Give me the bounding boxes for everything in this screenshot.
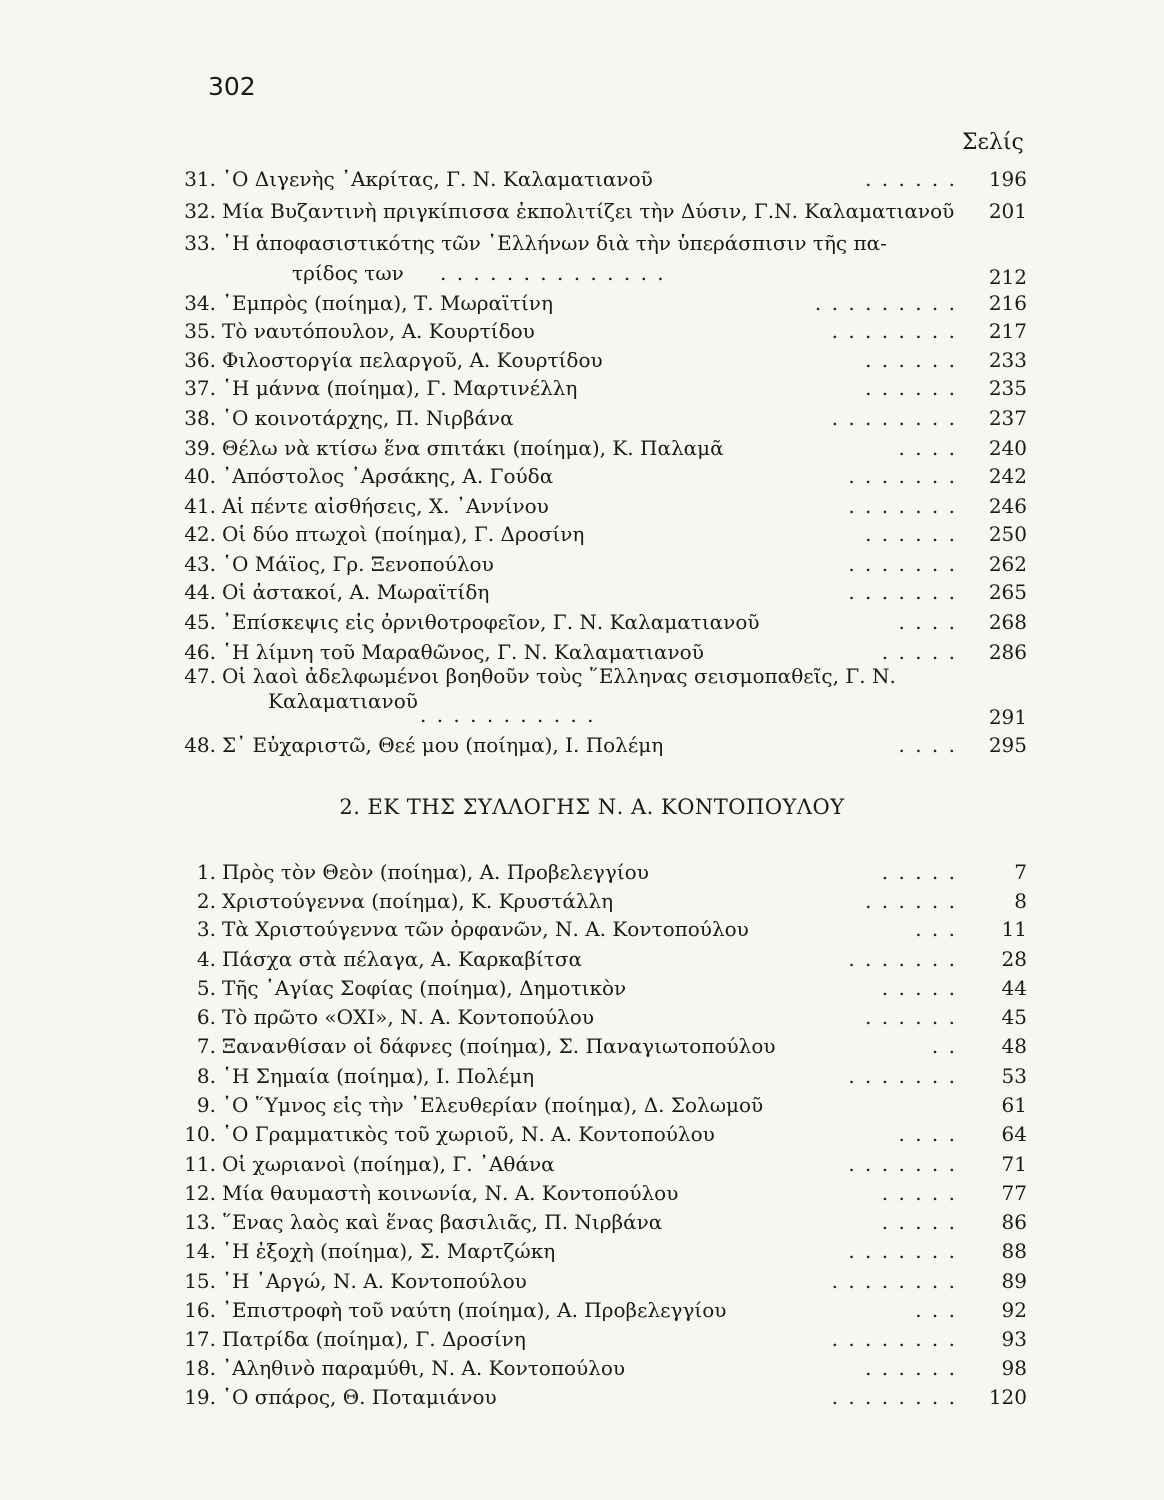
entry-number: 44. <box>184 580 216 604</box>
entry-title: ῾Η ἀποφασιστικότης τῶν ῾Ελλήνων διὰ τὴν ὑπεράσπισιν τῆς πα- <box>222 231 887 255</box>
entry-page: 77 <box>1001 1181 1027 1205</box>
entry-leader-dots: . . . . . . . . . <box>814 291 957 315</box>
entry-page: 196 <box>988 167 1027 191</box>
entry-leader-dots: . . . . . . . <box>848 1152 957 1176</box>
entry-page: 86 <box>1001 1210 1027 1234</box>
entry-page: 235 <box>988 376 1027 400</box>
entry-leader-dots: . . . . . . . <box>848 947 957 971</box>
entry-leader-dots: . . . . . <box>881 860 957 884</box>
entry-title: Ξανανθίσαν οἱ δάφνες (ποίημα), Σ. Παναγιωτοπούλου <box>222 1034 776 1058</box>
entry-title: Θέλω νὰ κτίσω ἕνα σπιτάκι (ποίημα), Κ. Παλαμᾶ <box>222 436 724 460</box>
entry-leader-dots: . . . . . . . . <box>831 406 957 430</box>
entry-number: 48. <box>184 733 216 757</box>
entry-page: 48 <box>1001 1034 1027 1058</box>
entry-leader-dots: . . . . . . . <box>848 552 957 576</box>
entry-number: 36. <box>184 348 216 372</box>
entry-title: ῾Η ᾿Αργώ, Ν. Α. Κοντοπούλου <box>222 1269 527 1293</box>
entry-leader-dots: . . . . . . <box>865 1356 957 1380</box>
entry-number: 45. <box>184 610 216 634</box>
entry-title: Πρὸς τὸν Θεὸν (ποίημα), Α. Προβελεγγίου <box>222 860 649 884</box>
entry-number: 39. <box>184 436 216 460</box>
entry-number: 37. <box>184 376 216 400</box>
entry-number: 7. <box>196 1034 216 1058</box>
entry-leader-dots: . . . . <box>898 1122 957 1146</box>
entry-leader-dots: . . . . . . <box>865 348 957 372</box>
entry-number: 40. <box>184 464 216 488</box>
entry-title: ῾Η λίμνη τοῦ Μαραθῶνος, Γ. Ν. Καλαματιανοῦ <box>222 640 704 664</box>
entry-page: 217 <box>988 319 1027 343</box>
entry-title: Αἱ πέντε αἰσθήσεις, Χ. ᾿Αννίνου <box>222 494 549 518</box>
section-2-heading: 2. ΕΚ ΤΗΣ ΣΥΛΛΟΓΗΣ Ν. Α. ΚΟΝΤΟΠΟΥΛΟΥ <box>339 795 845 819</box>
entry-number: 3. <box>196 917 216 941</box>
entry-title: ῾Ο Γραμματικὸς τοῦ χωριοῦ, Ν. Α. Κοντοπούλου <box>222 1122 715 1146</box>
entry-page: 295 <box>988 733 1027 757</box>
continuation-47-page: 291 <box>988 705 1027 729</box>
entry-number: 1. <box>196 860 216 884</box>
entry-number: 5. <box>196 976 216 1000</box>
entry-title: ῾Η μάννα (ποίημα), Γ. Μαρτινέλλη <box>222 376 578 400</box>
entry-title: ᾿Αληθινὸ παραμύθι, Ν. Α. Κοντοπούλου <box>222 1356 626 1380</box>
page-column-label: Σελίς <box>962 130 1024 155</box>
entry-page: 262 <box>988 552 1027 576</box>
entry-leader-dots: . . . . . . . <box>848 580 957 604</box>
entry-number: 13. <box>184 1210 216 1234</box>
entry-number: 47. <box>184 664 216 688</box>
entry-title: Σ᾿ Εὐχαριστῶ, Θεέ μου (ποίημα), Ι. Πολέμη <box>222 733 664 757</box>
entry-page: 120 <box>988 1385 1027 1409</box>
entry-page: 92 <box>1001 1298 1027 1322</box>
entry-leader-dots: . . . . <box>898 733 957 757</box>
entry-title: Πάσχα στὰ πέλαγα, Α. Καρκαβίτσα <box>222 947 583 971</box>
entry-number: 19. <box>184 1385 216 1409</box>
entry-title: ᾿Εμπρὸς (ποίημα), Τ. Μωραϊτίνη <box>222 291 553 315</box>
entry-number: 15. <box>184 1269 216 1293</box>
entry-number: 17. <box>184 1327 216 1351</box>
entry-page: 89 <box>1001 1269 1027 1293</box>
entry-page: 233 <box>988 348 1027 372</box>
entry-leader-dots: . . . . . . . <box>848 494 957 518</box>
entry-leader-dots: . . . . . . . <box>848 1064 957 1088</box>
entry-title: ῞Ενας λαὸς καὶ ἕνας βασιλιᾶς, Π. Νιρβάνα <box>222 1210 663 1234</box>
entry-page: 7 <box>1014 860 1027 884</box>
entry-leader-dots: . . . . . . <box>865 167 957 191</box>
entry-leader-dots: . . . . . <box>881 640 957 664</box>
entry-leader-dots: . . . . <box>898 436 957 460</box>
entry-number: 4. <box>196 947 216 971</box>
entry-page: 98 <box>1001 1356 1027 1380</box>
entry-page: 8 <box>1014 889 1027 913</box>
entry-page: 71 <box>1001 1152 1027 1176</box>
entry-number: 6. <box>196 1005 216 1029</box>
entry-page: 53 <box>1001 1064 1027 1088</box>
entry-title: Τὸ ναυτόπουλον, Α. Κουρτίδου <box>222 319 535 343</box>
page-number: 302 <box>208 72 256 101</box>
entry-page: 246 <box>988 494 1027 518</box>
entry-title: ῾Ο Μάϊος, Γρ. Ξενοπούλου <box>222 552 494 576</box>
entry-leader-dots: . . . . . <box>881 1181 957 1205</box>
entry-title: ῾Η ἐξοχὴ (ποίημα), Σ. Μαρτζώκη <box>222 1239 556 1263</box>
entry-title: ᾿Επιστροφὴ τοῦ ναύτη (ποίημα), Α. Προβελεγγίου <box>222 1298 727 1322</box>
entry-title: Οἱ ἀστακοί, Α. Μωραϊτίδη <box>222 580 490 604</box>
entry-title: ῾Ο ῞Υμνος εἰς τὴν ᾿Ελευθερίαν (ποίημα), Δ. Σολωμοῦ <box>222 1093 764 1117</box>
entry-page: 44 <box>1001 976 1027 1000</box>
entry-title: Πατρίδα (ποίημα), Γ. Δροσίνη <box>222 1327 526 1351</box>
entry-number: 46. <box>184 640 216 664</box>
entry-page: 268 <box>988 610 1027 634</box>
entry-title: Τὰ Χριστούγεννα τῶν ὀρφανῶν, Ν. Α. Κοντοπούλου <box>222 917 749 941</box>
entry-leader-dots: . . . . . . . <box>848 1239 957 1263</box>
entry-number: 33. <box>184 231 216 255</box>
entry-number: 2. <box>196 889 216 913</box>
continuation-33-page: 212 <box>988 265 1027 289</box>
entry-leader-dots: . . . . . . . . <box>831 319 957 343</box>
entry-page: 237 <box>988 406 1027 430</box>
entry-leader-dots: . . <box>931 1034 957 1058</box>
entry-title: ᾿Απόστολος ᾿Αρσάκης, Α. Γούδα <box>222 464 554 488</box>
entry-leader-dots: . . . . <box>898 610 957 634</box>
entry-title: Οἱ λαοὶ ἀδελφωμένοι βοηθοῦν τοὺς ῞Ελληνας σεισμοπαθεῖς, Γ. Ν. <box>222 664 896 688</box>
entry-leader-dots: . . . . . . <box>865 1005 957 1029</box>
entry-number: 38. <box>184 406 216 430</box>
entry-page: 240 <box>988 436 1027 460</box>
entry-leader-dots: . . . . . <box>881 976 957 1000</box>
continuation-47-dots: . . . . . . . . . . . <box>420 703 596 727</box>
entry-title: ῾Ο Διγενὴς ᾿Ακρίτας, Γ. Ν. Καλαματιανοῦ <box>222 167 653 191</box>
entry-title: ῾Ο κοινοτάρχης, Π. Νιρβάνα <box>222 406 514 430</box>
entry-page: 286 <box>988 640 1027 664</box>
entry-page: 88 <box>1001 1239 1027 1263</box>
entry-page: 64 <box>1001 1122 1027 1146</box>
entry-title: Οἱ δύο πτωχοὶ (ποίημα), Γ. Δροσίνη <box>222 522 585 546</box>
entry-leader-dots: . . . . . <box>881 1210 957 1234</box>
entry-page: 45 <box>1001 1005 1027 1029</box>
entry-page: 28 <box>1001 947 1027 971</box>
entry-page: 216 <box>988 291 1027 315</box>
entry-page: 242 <box>988 464 1027 488</box>
entry-number: 35. <box>184 319 216 343</box>
entry-number: 41. <box>184 494 216 518</box>
entry-leader-dots: . . . <box>915 917 957 941</box>
entry-number: 43. <box>184 552 216 576</box>
entry-title: Φιλοστοργία πελαργοῦ, Α. Κουρτίδου <box>222 348 603 372</box>
entry-number: 14. <box>184 1239 216 1263</box>
entry-title: Μία θαυμαστὴ κοινωνία, Ν. Α. Κοντοπούλου <box>222 1181 679 1205</box>
entry-title: Τῆς ῾Αγίας Σοφίας (ποίημα), Δημοτικὸν <box>222 976 627 1000</box>
continuation-33-title: τρίδος των <box>292 261 404 285</box>
entry-number: 18. <box>184 1356 216 1380</box>
entry-number: 11. <box>184 1152 216 1176</box>
entry-page: 250 <box>988 522 1027 546</box>
entry-number: 10. <box>184 1122 216 1146</box>
entry-leader-dots: . . . . . . . . <box>831 1327 957 1351</box>
entry-leader-dots: . . . . . . . <box>848 464 957 488</box>
entry-leader-dots: . . . . . . <box>865 376 957 400</box>
entry-number: 12. <box>184 1181 216 1205</box>
entry-number: 16. <box>184 1298 216 1322</box>
entry-title: ῾Ο σπάρος, Θ. Ποταμιάνου <box>222 1385 497 1409</box>
entry-page: 11 <box>1001 917 1027 941</box>
entry-leader-dots: . . . . . . . . <box>831 1269 957 1293</box>
entry-number: 9. <box>196 1093 216 1117</box>
entry-page: 201 <box>988 199 1027 223</box>
entry-title: Οἱ χωριανοὶ (ποίημα), Γ. ᾿Αθάνα <box>222 1152 555 1176</box>
entry-page: 265 <box>988 580 1027 604</box>
entry-number: 34. <box>184 291 216 315</box>
entry-title: Χριστούγεννα (ποίημα), Κ. Κρυστάλλη <box>222 889 614 913</box>
entry-page: 93 <box>1001 1327 1027 1351</box>
entry-leader-dots: . . . . . . <box>865 522 957 546</box>
entry-number: 31. <box>184 167 216 191</box>
entry-number: 32. <box>184 199 216 223</box>
entry-page: 61 <box>1001 1093 1027 1117</box>
entry-number: 8. <box>196 1064 216 1088</box>
entry-title: Τὸ πρῶτο «ΟΧΙ», Ν. Α. Κοντοπούλου <box>222 1005 594 1029</box>
entry-leader-dots: . . . . . . . . <box>831 1385 957 1409</box>
entry-title: ᾿Επίσκεψις εἰς ὀρνιθοτροφεῖον, Γ. Ν. Καλαματιανοῦ <box>222 610 760 634</box>
entry-number: 42. <box>184 522 216 546</box>
entry-title: Μία Βυζαντινὴ πριγκίπισσα ἐκπολιτίζει τὴν Δύσιν, Γ.Ν. Καλαματιανοῦ <box>222 199 955 223</box>
continuation-33-dots: . . . . . . . . . . . . . . <box>440 261 666 285</box>
entry-title: ῾Η Σημαία (ποίημα), Ι. Πολέμη <box>222 1064 535 1088</box>
entry-leader-dots: . . . <box>915 1298 957 1322</box>
entry-leader-dots: . . . . . . <box>865 889 957 913</box>
continuation-47-title: Καλαματιανοῦ <box>268 689 418 713</box>
